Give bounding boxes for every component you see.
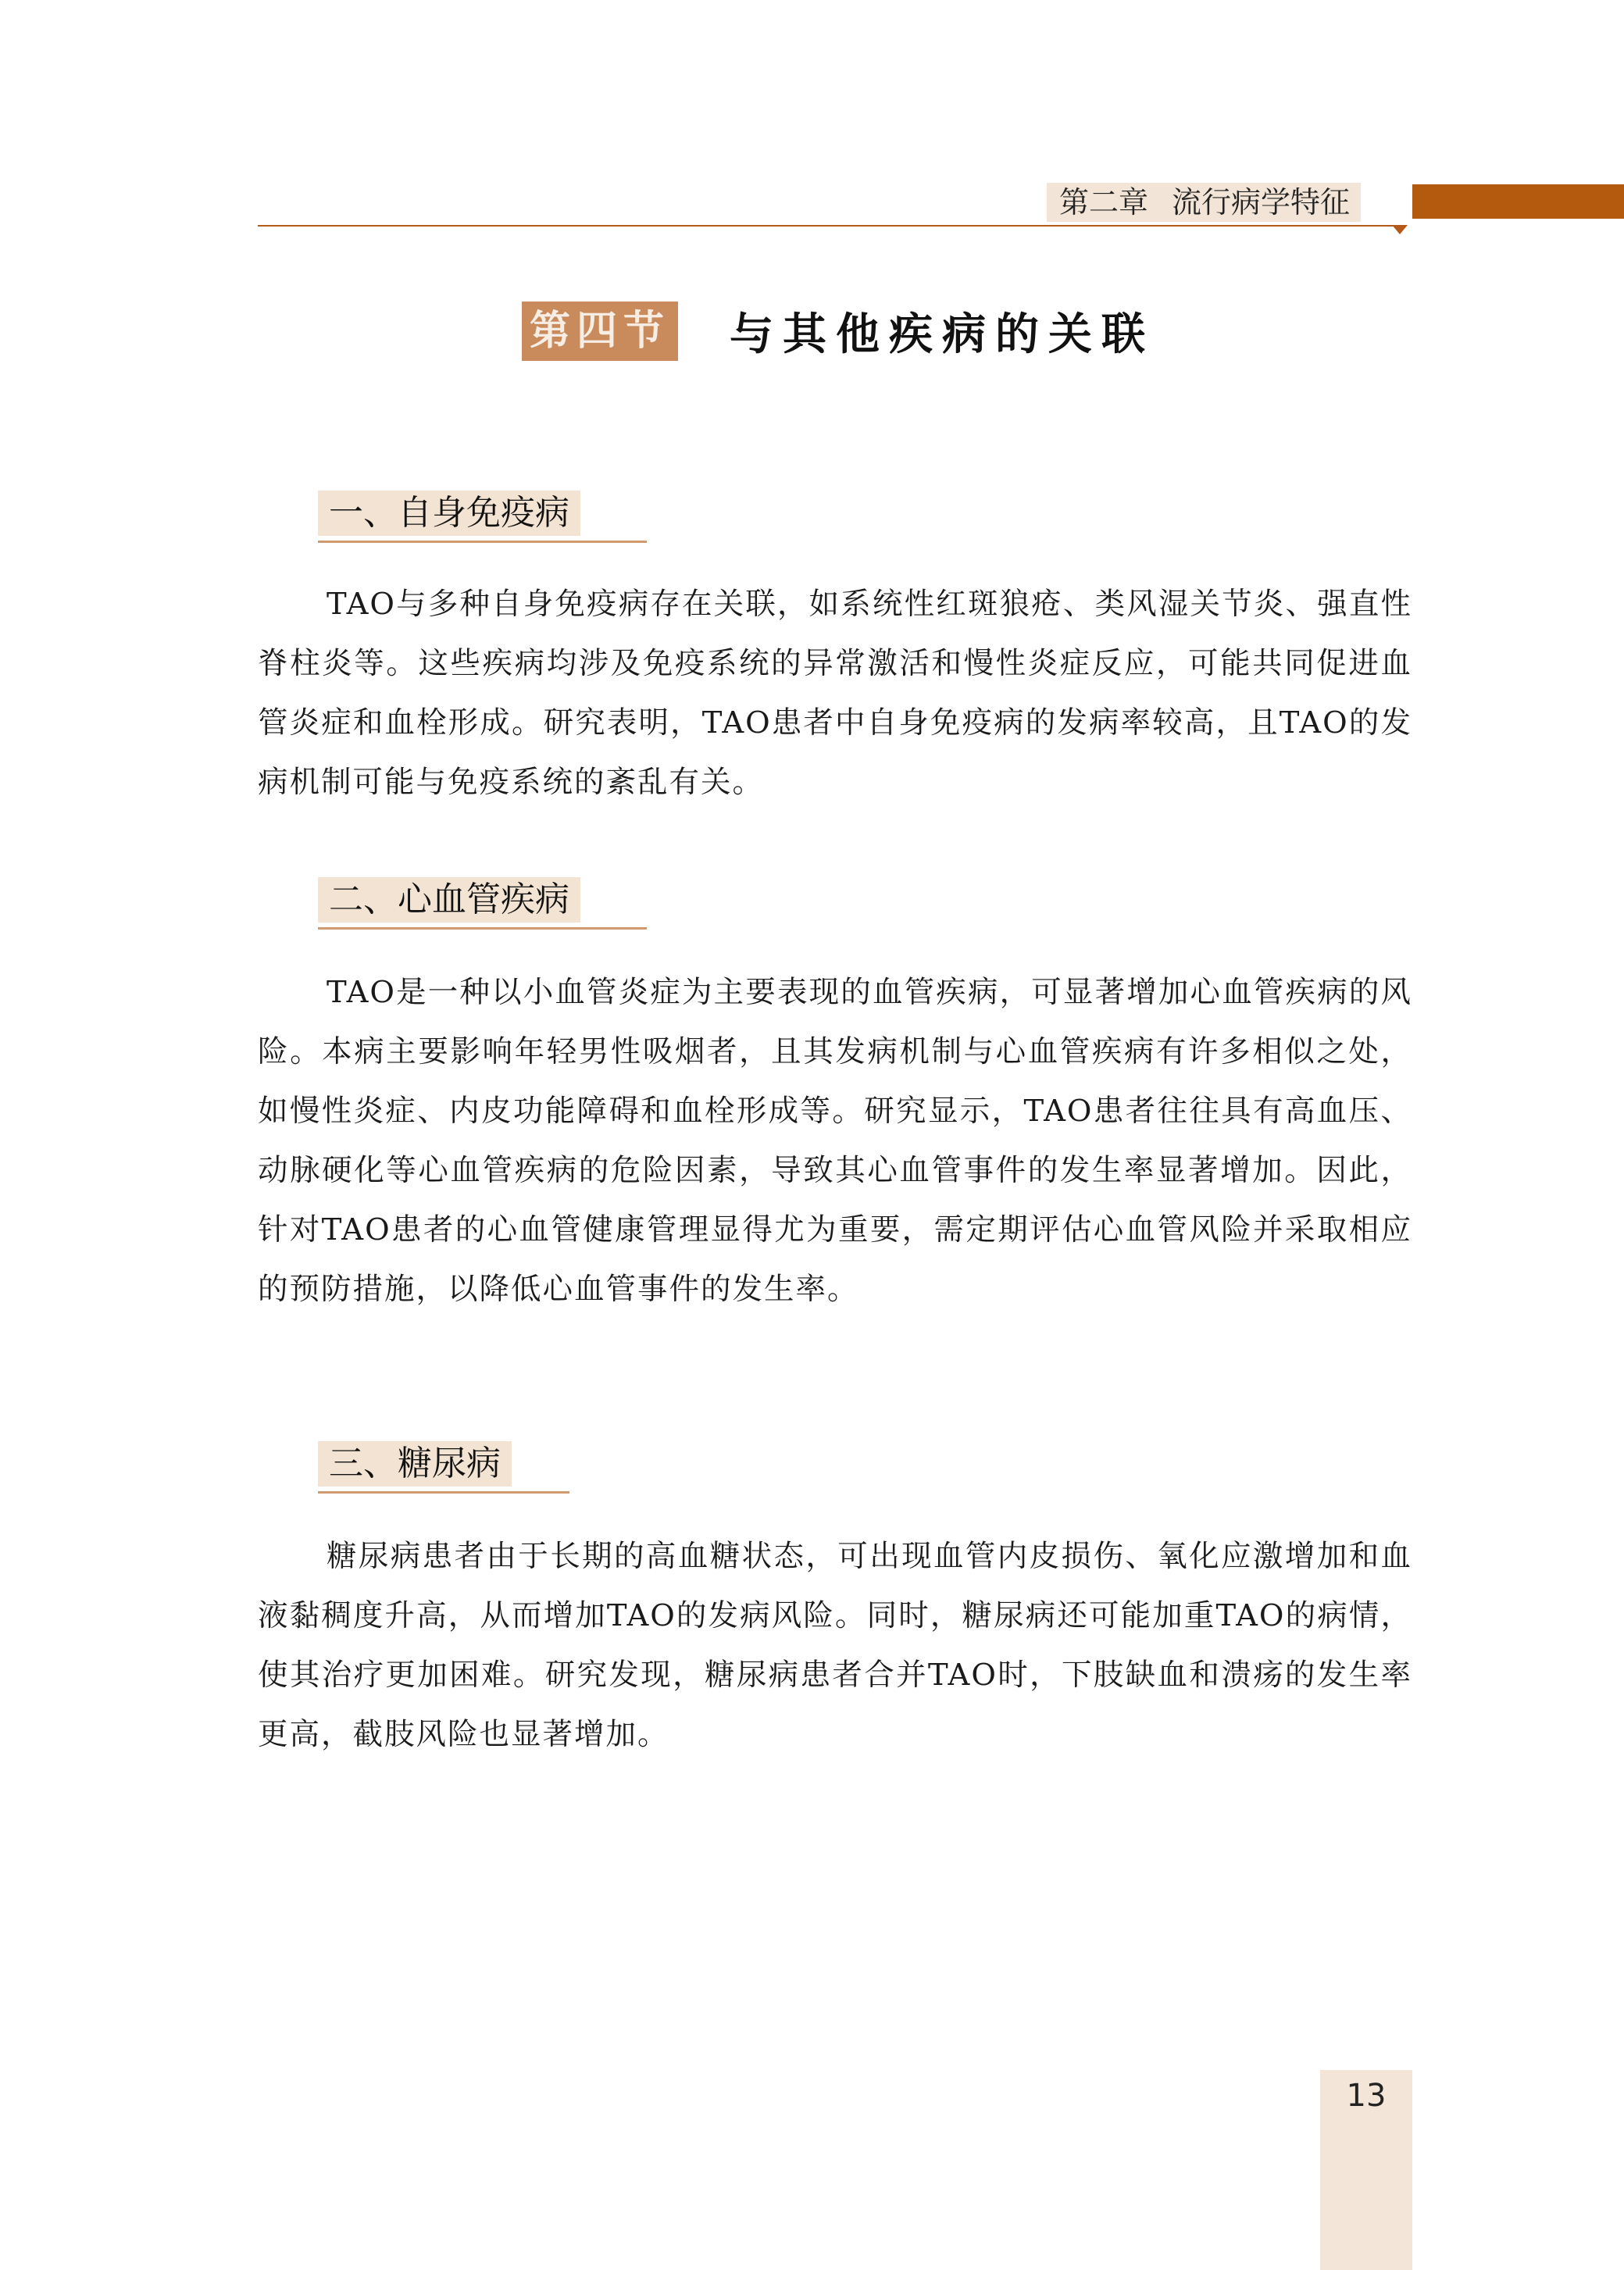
subsection-heading-1 bbox=[318, 491, 580, 536]
header-rule bbox=[258, 225, 1404, 227]
page-number-tab bbox=[1320, 2070, 1412, 2270]
header-accent-bar bbox=[1412, 184, 1624, 219]
paragraph-cardiovascular: TAO是一种以小血管炎症为主要表现的血管疾病，可显著增加心血管疾病的风险。本病主要影响年轻男性吸烟者，且其发病机制与心血管疾病有许多相似之处，如慢性炎症、内皮功能障碍和血栓形成等。研究显示，TAO患者往往具有高血压、动脉硬化等心血管疾病的危险因素，导致其心血管事件的发生率显著增加。因此，针对TAO患者的心血管健康管理显得尤为重要，需定期评估心血管风险并采取相应的预防措施，以降低心血管事件的发生率。 bbox=[258, 975, 1412, 1307]
header-notch bbox=[1392, 225, 1408, 234]
running-header bbox=[258, 181, 1624, 228]
subsection-heading-2 bbox=[318, 877, 580, 923]
subsection-heading-text: 一、自身免疫病 bbox=[318, 491, 580, 536]
chapter-number: 第二章 bbox=[1059, 185, 1149, 220]
paragraph-diabetes: 糖尿病患者由于长期的高血糖状态，可出现血管内皮损伤、氧化应激增加和血液黏稠度升高，从而增加TAO的发病风险。同时，糖尿病还可能加重TAO的病情，使其治疗更加困难。研究发现，糖尿病患者合并TAO时，下肢缺血和溃疡的发生率更高，截肢风险也显著增加。 bbox=[258, 1539, 1412, 1752]
subsection-heading-text: 二、心血管疾病 bbox=[318, 877, 580, 923]
chapter-label bbox=[1047, 183, 1361, 222]
subsection-heading-3 bbox=[318, 1441, 512, 1487]
subsection-heading-text: 三、糖尿病 bbox=[318, 1441, 512, 1487]
section-heading: 与其他疾病的关联 bbox=[730, 309, 1155, 360]
chapter-title: 流行病学特征 bbox=[1172, 185, 1351, 220]
subsection-underline bbox=[318, 927, 647, 930]
page-number: 13 bbox=[1346, 2078, 1387, 2114]
section-title bbox=[522, 302, 1155, 361]
subsection-underline bbox=[318, 1491, 569, 1494]
subsection-underline bbox=[318, 541, 647, 543]
section-number-badge: 第四节 bbox=[522, 302, 678, 361]
paragraph-autoimmune: TAO与多种自身免疫病存在关联，如系统性红斑狼疮、类风湿关节炎、强直性脊柱炎等。这些疾病均涉及免疫系统的异常激活和慢性炎症反应，可能共同促进血管炎症和血栓形成。研究表明，TAO患者中自身免疫病的发病率较高，且TAO的发病机制可能与免疫系统的紊乱有关。 bbox=[258, 587, 1412, 800]
